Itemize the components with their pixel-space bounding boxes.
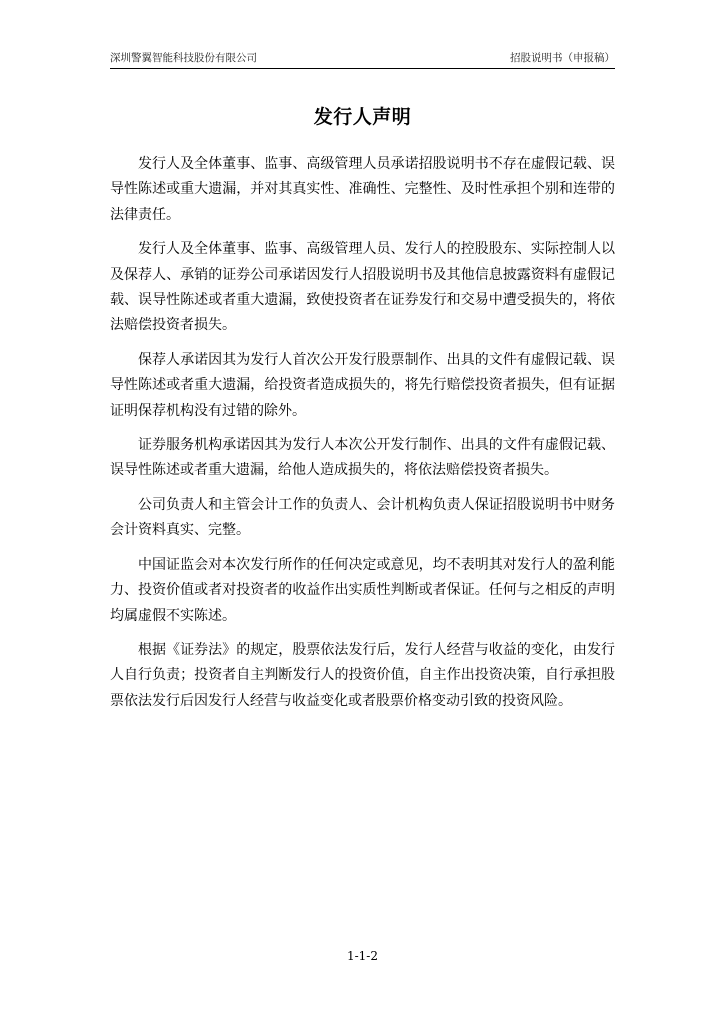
page-header bbox=[110, 50, 615, 69]
paragraph-6: 中国证监会对本次发行所作的任何决定或意见，均不表明其对发行人的盈利能力、投资价值或者对投资者的收益作出实质性判断或者保证。任何与之相反的声明均属虚假不实陈述。 bbox=[110, 556, 615, 624]
paragraph-7: 根据《证券法》的规定，股票依法发行后，发行人经营与收益的变化，由发行人自行负责；投资者自主判断发行人的投资价值，自主作出投资决策，自行承担股票依法发行后因发行人经营与收益变化或者股票价格变动引致的投资风险。 bbox=[110, 641, 615, 709]
header-document-type: 招股说明书（申报稿） bbox=[510, 52, 615, 64]
statement-body bbox=[110, 152, 615, 723]
header-company-name: 深圳警翼智能科技股份有限公司 bbox=[110, 52, 257, 64]
paragraph-1: 发行人及全体董事、监事、高级管理人员承诺招股说明书不存在虚假记载、误导性陈述或重大遗漏，并对其真实性、准确性、完整性、及时性承担个别和连带的法律责任。 bbox=[110, 156, 615, 223]
paragraph-3: 保荐人承诺因其为发行人首次公开发行股票制作、出具的文件有虚假记载、误导性陈述或者重大遗漏，给投资者造成损失的，将先行赔偿投资者损失，但有证据证明保荐机构没有过错的除外。 bbox=[110, 351, 615, 419]
paragraph-2: 发行人及全体董事、监事、高级管理人员、发行人的控股股东、实际控制人以及保荐人、承销的证券公司承诺因发行人招股说明书及其他信息披露资料有虚假记载、误导性陈述或者重大遗漏，致使投资者在证券发行和交易中遭受损失的，将依法赔偿投资者损失。 bbox=[110, 241, 615, 334]
page-number: 1-1-2 bbox=[346, 949, 378, 963]
paragraph-5: 公司负责人和主管会计工作的负责人、会计机构负责人保证招股说明书中财务会计资料真实、完整。 bbox=[110, 496, 615, 539]
paragraph-4: 证券服务机构承诺因其为发行人本次公开发行制作、出具的文件有虚假记载、误导性陈述或者重大遗漏，给他人造成损失的，将依法赔偿投资者损失。 bbox=[110, 437, 615, 479]
page-title: 发行人声明 bbox=[313, 106, 412, 128]
